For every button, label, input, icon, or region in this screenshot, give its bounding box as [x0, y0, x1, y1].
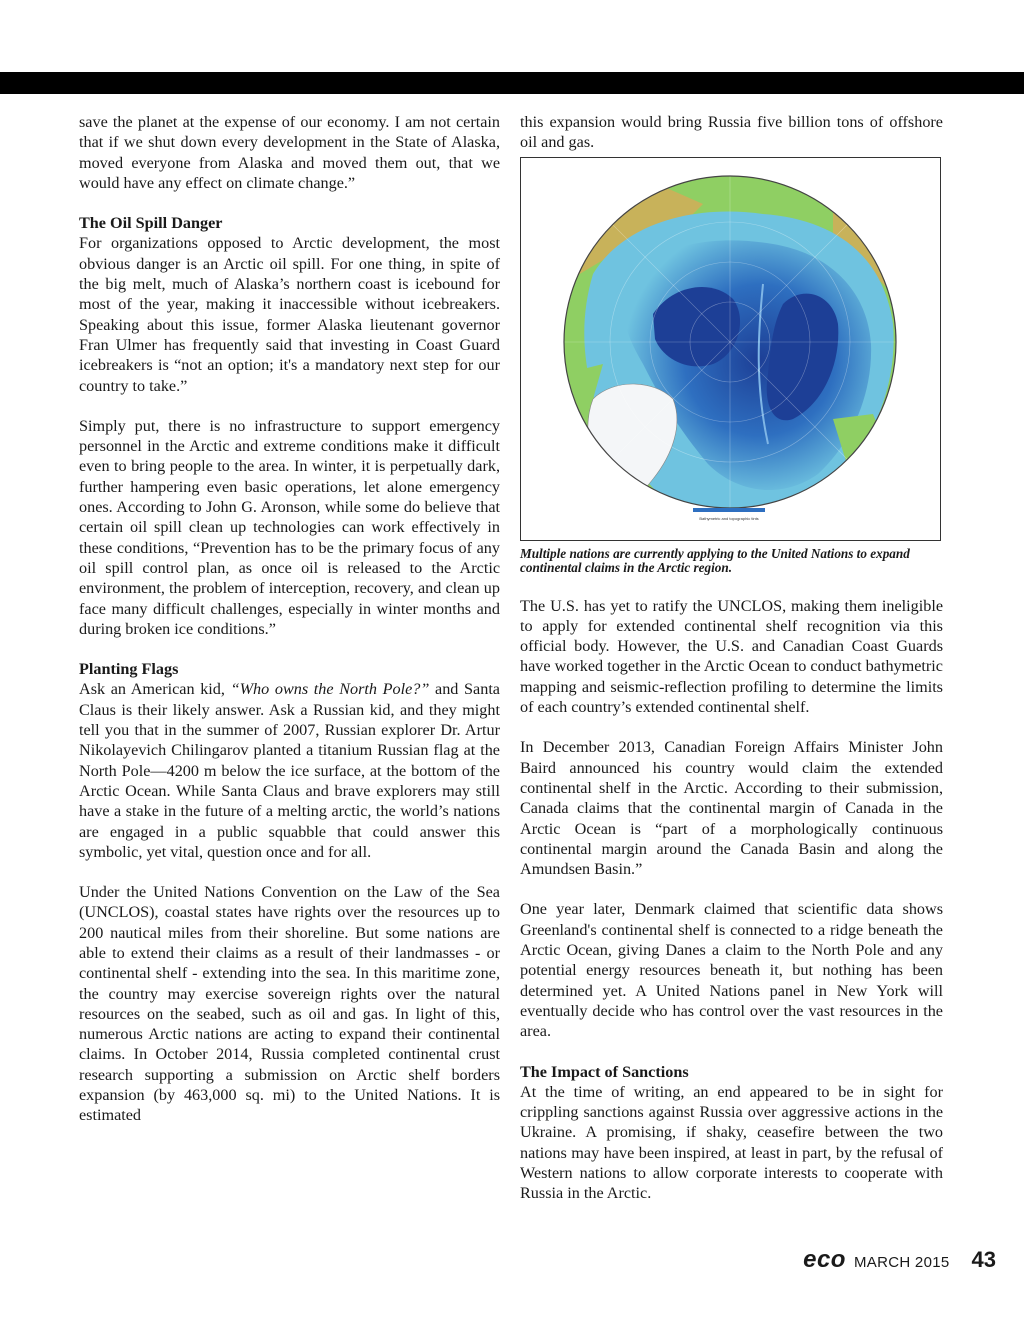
paragraph-north-pole: [79, 679, 500, 862]
paragraph-oil-spill: For organizations opposed to Arctic development, the most obvious danger is an Arctic oil spill. For one thing, in spite of the big melt, much of Alaska’s northern coast is icebound for most of the year, making it inaccessible without icebreakers. Speaking about this issue, former Alaska lieutenant governor Fran Ulmer has frequently said that investing in Coast Guard icebreakers is “not an option; it's a mandatory next step for our country to take.”: [79, 234, 500, 395]
paragraph-us-unclos: The U.S. has yet to ratify the UNCLOS, making them ineligible to apply for extended continental shelf recognition via this official body. However, the U.S. and Canadian Coast Guards have worked together in the Arctic Ocean to conduct bathymetric mapping and seismic-reflection profiling to determine the limits of each country’s extended continental shelf.: [520, 596, 943, 717]
paragraph-climate-quote: save the planet at the expense of our economy. I am not certain that if we shut down every development in the State of Alaska, moved everyone from Alaska and moved them out, that we would have any effect on climate change.”: [79, 113, 500, 192]
left-column: [79, 112, 500, 1126]
paragraph-sanctions: At the time of writing, an end appeared to be in sight for crippling sanctions against Russia over aggressive actions in the Ukraine. A promising, if shaky, ceasefire between the two nations may have been inspired, at least in part, by the refusal of Western nations to allow corporate interests to cooperate with Russia in the Arctic.: [520, 1082, 943, 1203]
magazine-logo: eco: [803, 1246, 846, 1273]
page-footer: [803, 1246, 996, 1274]
text-fragment: Ask an American kid,: [79, 680, 231, 699]
issue-date: MARCH 2015: [853, 1254, 950, 1271]
heading-impact-of-sanctions: The Impact of Sanctions: [520, 1062, 689, 1081]
paragraph-denmark-claim: One year later, Denmark claimed that scientific data shows Greenland's continental shelf is connected to a ridge beneath the Arctic Ocean, giving Danes a claim to the North Pole and any potential energy resources beneath it, but nothing has been determined yet. A United Nations panel in New York will eventually decide who has control over the vast resources in the area.: [520, 900, 943, 1041]
top-black-bar: [0, 72, 1024, 94]
page-number: 43: [971, 1247, 996, 1272]
text-fragment: and Santa Claus is their likely answer. Ask a Russian kid, and they might tell you that in the summer of 2007, Russian explorer Dr. Artur Nikolayevich Chilingarov planted a titanium Russian flag at the North Pole—4200 m below the ice surface, at the bottom of the Arctic Ocean. While Santa Claus and brave explorers may still have a stake in the future of a melting arctic, the world’s nations are engaged in a public squabble that could answer this symbolic, yet vital, question once and for all.: [79, 680, 500, 861]
legend-color-bar: [693, 508, 765, 512]
paragraph-expansion: this expansion would bring Russia five billion tons of offshore oil and gas.: [520, 113, 943, 152]
paragraph-infrastructure: Simply put, there is no infrastructure to support emergency personnel in the Arctic and extreme conditions make it difficult even to bring people to the area. In winter, it is perpetually dark, further hampering even basic operations, let alone emergency ones. According to John G. Aronson, while some do believe that certain oil spill clean up technologies can work effectively in these conditions, “Prevention has to be the primary focus of any oil spill control plan, as once oil is released to the Arctic environment, the problem of interception, recovery, and clean up face many difficult challenges, especially in winter months and during broken ice conditions.”: [79, 416, 500, 638]
heading-planting-flags: Planting Flags: [79, 660, 179, 679]
quote-who-owns-north-pole: “Who owns the North Pole?”: [230, 680, 430, 699]
arctic-bathymetric-map: [533, 164, 928, 534]
paragraph-canada-claim: In December 2013, Canadian Foreign Affairs Minister John Baird announced his country would claim the extended continental shelf in the Arctic. According to their submission, Canada claims that the continental margin of Canada in the Arctic Ocean is “part of a morphologically continuous continental margin around the Canada Basin and along the Amundsen Basin.”: [520, 738, 943, 879]
heading-oil-spill-danger: The Oil Spill Danger: [79, 214, 223, 233]
figure-caption: Multiple nations are currently applying to the United Nations to expand continental claims in the Arctic region.: [520, 545, 910, 576]
arctic-map-figure: [520, 157, 941, 541]
paragraph-unclos: Under the United Nations Convention on the Law of the Sea (UNCLOS), coastal states have rights over the resources up to 200 nautical miles from their shoreline. But some nations are able to extend their claims as a result of their landmasses - or continental shelf - extending into the sea. In this maritime zone, the country may exercise sovereign rights over the natural resources on the seabed, such as oil and gas. In light of this, numerous Arctic nations are acting to expand their continental claims. In October 2014, Russia completed continental crust research supporting a submission on Arctic shelf borders expansion (by 463,000 sq. mi) to the United Nations. It is estimated: [79, 883, 500, 1125]
right-column: [520, 112, 943, 1204]
map-legend-label: Bathymetric and topographic tints: [699, 515, 759, 521]
